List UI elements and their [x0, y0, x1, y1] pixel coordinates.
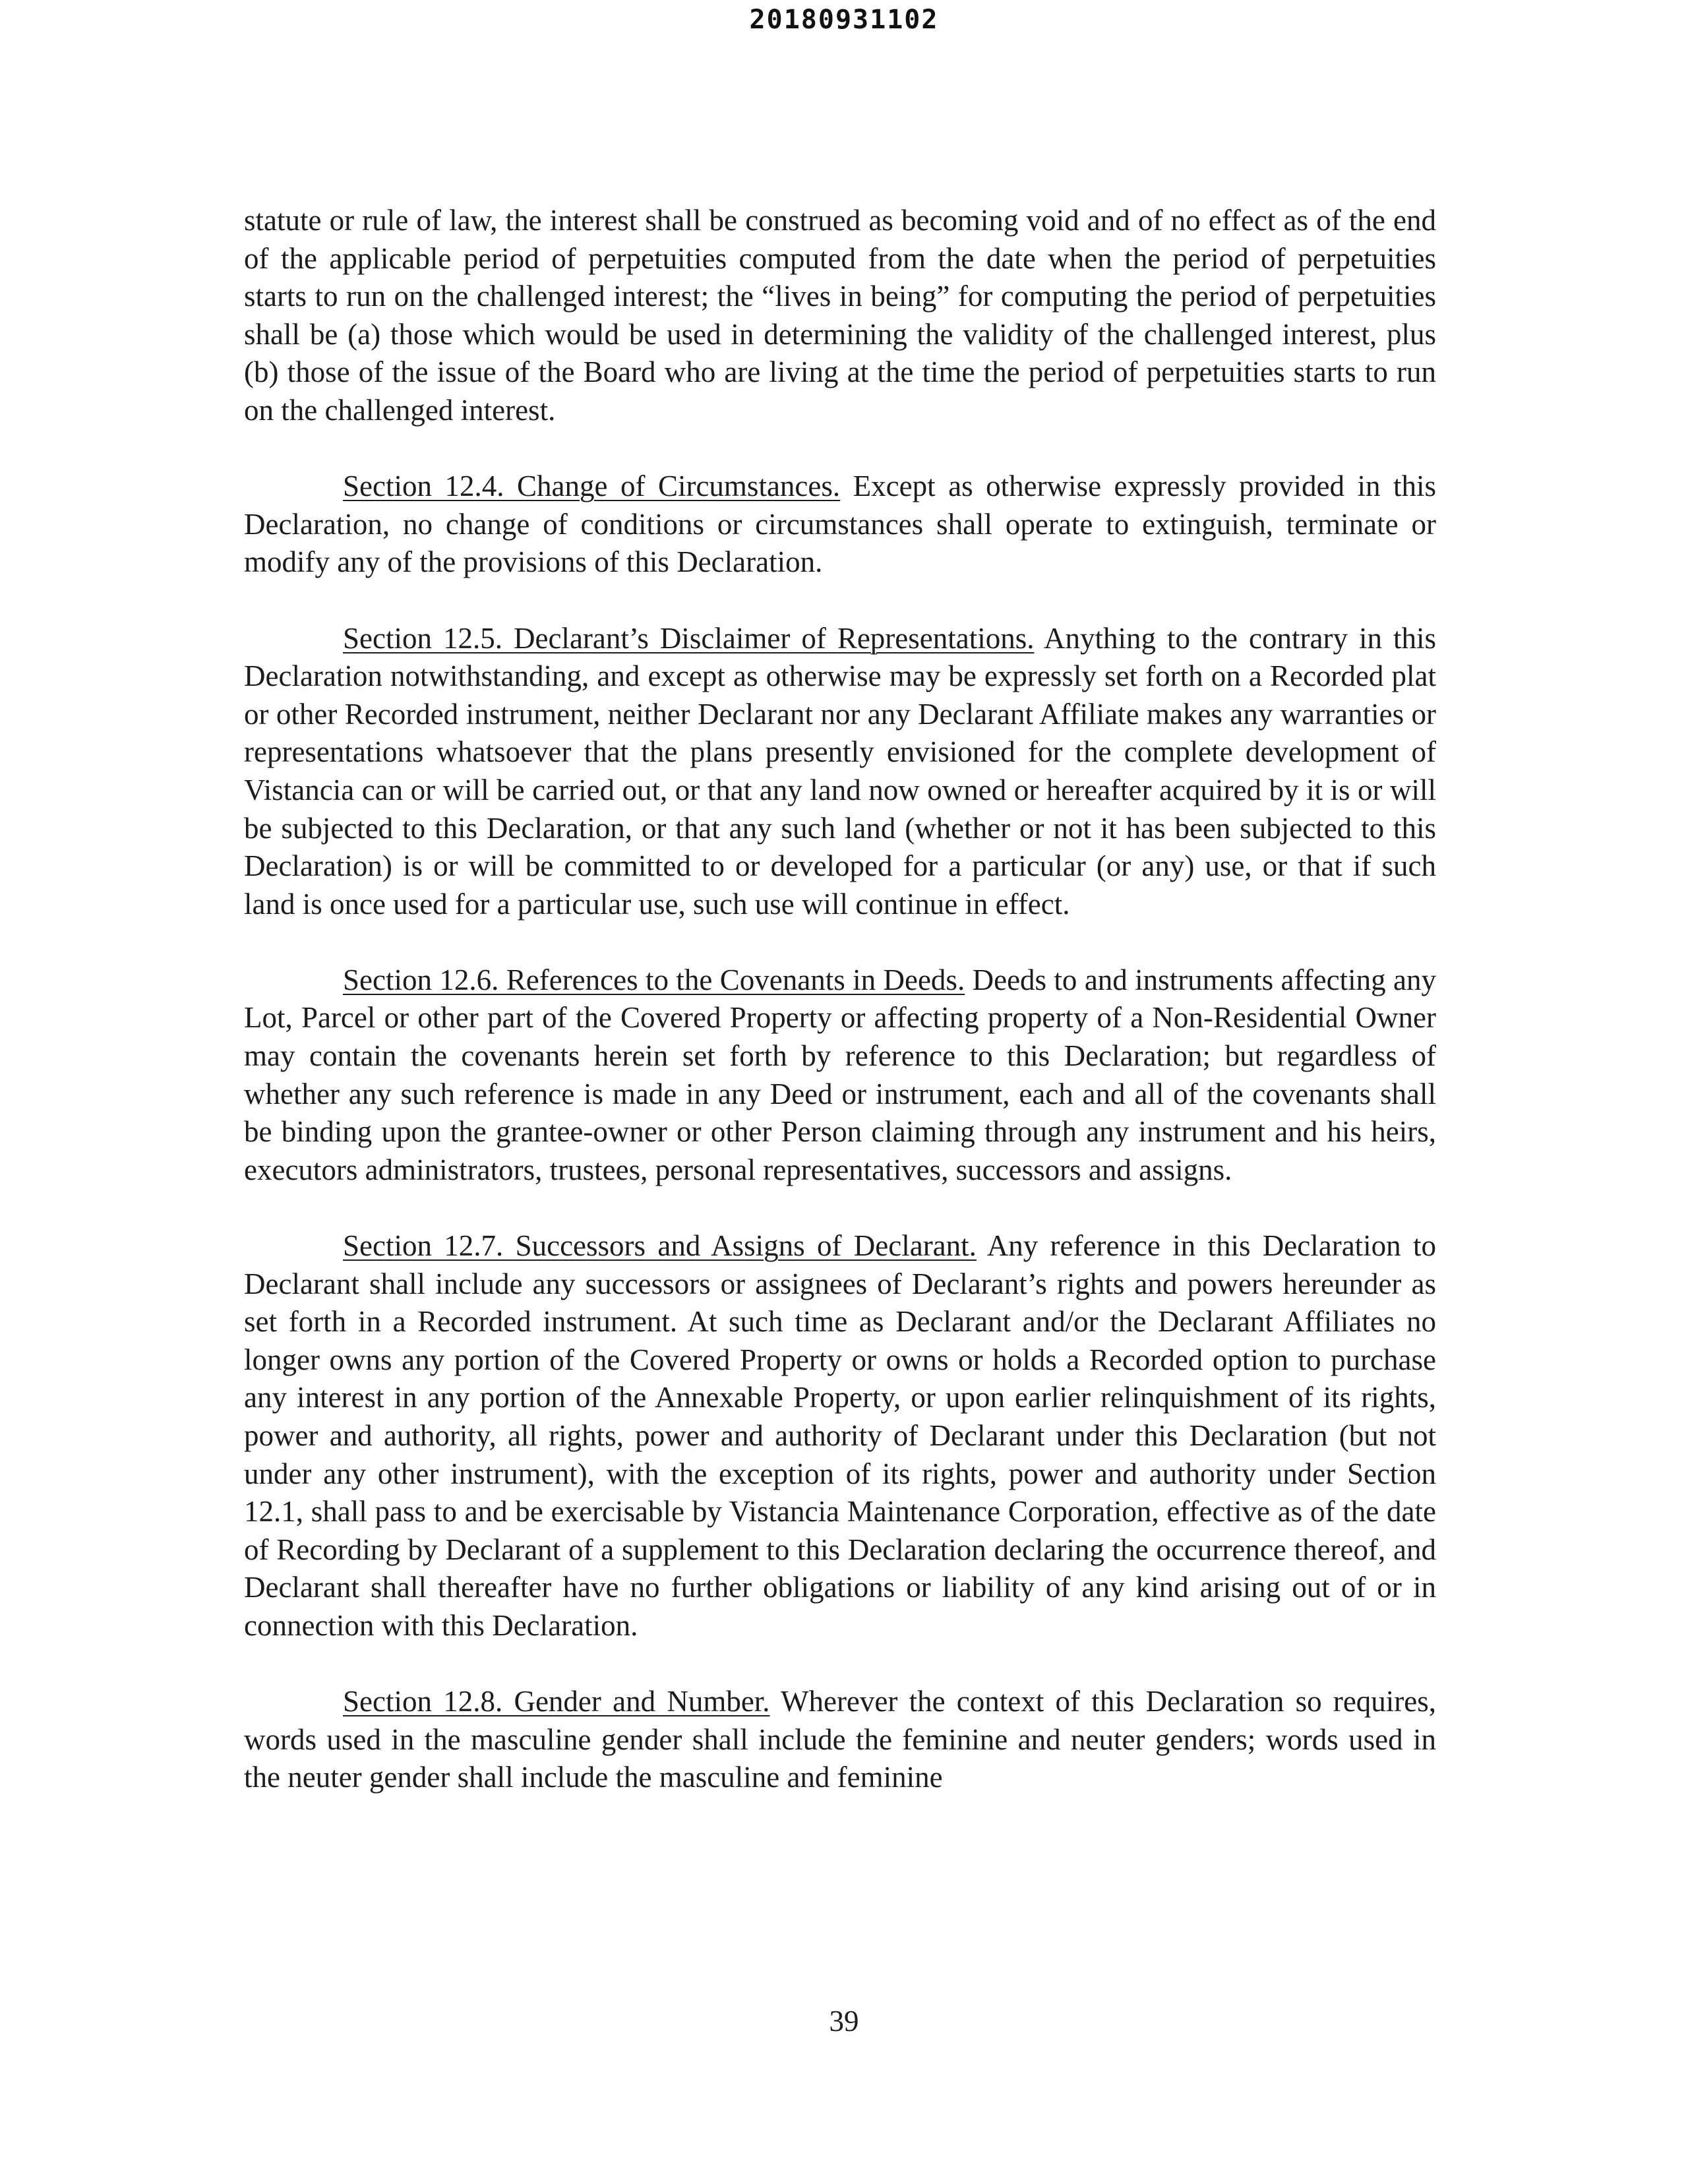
section-12-4: [244, 468, 1436, 582]
paragraph-text: Any reference in this Declaration to Declarant shall include any successors or assignees of Declarant’s rights and powers hereunder as set forth in a Recorded instrument. At such time as Declarant and/or the Declarant Affiliates no longer owns any portion of the Covered Property or owns or holds a Recorded option to purchase any interest in any portion of the Annexable Property, or upon earlier relinquishment of its rights, power and authority, all rights, power and authority of Declarant under this Declaration (but not under any other instrument), with the exception of its rights, power and authority under Section 12.1, shall pass to and be exercisable by Vistancia Maintenance Corporation, effective as of the date of Recording by Declarant of a supplement to this Declaration declaring the occurrence thereof, and Declarant shall thereafter have no further obligations or liability of any kind arising out of or in connection with this Declaration.: [244, 1229, 1436, 1642]
document-body: [244, 202, 1436, 1835]
page-number: 39: [829, 2005, 859, 2038]
section-heading: Section 12.5. Declarant’s Disclaimer of Representations.: [343, 621, 1035, 655]
section-12-5: [244, 620, 1436, 924]
document-number: 20180931102: [749, 5, 939, 35]
section-12-7: [244, 1227, 1436, 1645]
paragraph-text: statute or rule of law, the interest shall be construed as becoming void and of no effect as of the end of the applicable period of perpetuities computed from the date when the period of perpetuities starts to run on the challenged interest; the “lives in being” for computing the period of perpetuities shall be (a) those which would be used in determining the validity of the challenged interest, plus (b) those of the issue of the Board who are living at the time the period of perpetuities starts to run on the challenged interest.: [244, 204, 1436, 427]
paragraph-text: Wherever the context of this Declaration so requires, words used in the masculine gender shall include the feminine and neuter genders; words used in the neuter gender shall include the masculine and feminine: [244, 1685, 1437, 1794]
paragraph-text: Anything to the contrary in this Declaration notwithstanding, and except as otherwise may be expressly set forth on a Recorded plat or other Recorded instrument, neither Declarant nor any Declarant Affiliate makes any warranties or representations whatsoever that the plans presently envisioned for the complete development of Vistancia can or will be carried out, or that any land now owned or hereafter acquired by it is or will be subjected to this Declaration, or that any such land (whether or not it has been subjected to this Declaration) is or will be committed to or developed for a particular (or any) use, or that if such land is once used for a particular use, such use will continue in effect.: [244, 621, 1436, 921]
paragraph-text: Except as otherwise expressly provided in this Declaration, no change of conditions or circumstances shall operate to extinguish, terminate or modify any of the provisions of this Declaration.: [244, 470, 1437, 579]
section-12-6: [244, 961, 1436, 1190]
section-heading: Section 12.6. References to the Covenants in Deeds.: [343, 963, 965, 996]
paragraph-continuation: [244, 202, 1436, 430]
section-12-8: [244, 1683, 1436, 1797]
section-heading: Section 12.7. Successors and Assigns of Declarant.: [343, 1229, 977, 1263]
paragraph-text: Deeds to and instruments affecting any Lot, Parcel or other part of the Covered Property or affecting property of a Non-Residential Owner may contain the covenants herein set forth by reference to this Declaration; but regardless of whether any such reference is made in any Deed or instrument, each and all of the covenants shall be binding upon the grantee-owner or other Person claiming through any instrument and his heirs, executors administrators, trustees, personal representatives, successors and assigns.: [244, 963, 1436, 1186]
section-heading: Section 12.8. Gender and Number.: [343, 1685, 770, 1718]
section-heading: Section 12.4. Change of Circumstances.: [343, 470, 841, 503]
